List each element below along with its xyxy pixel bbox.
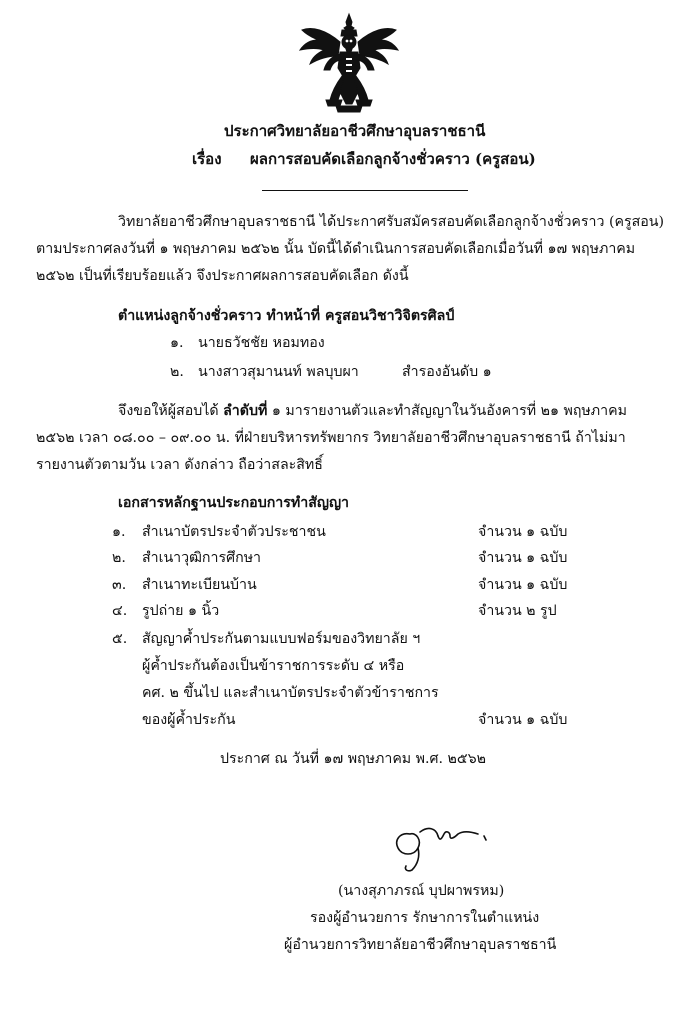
document-text-continued: ผู้ค้ำประกันต้องเป็นข้าราชการระดับ ๔ หรือ: [142, 658, 405, 674]
document-text-continued: ของผู้ค้ำประกัน: [142, 712, 236, 728]
document-number: ๑.: [112, 524, 126, 540]
candidate-number: ๒.: [170, 364, 184, 380]
document-quantity: จำนวน ๑ ฉบับ: [478, 524, 568, 540]
subject-text: ผลการสอบคัดเลือกลูกจ้างชั่วคราว (ครูสอน): [250, 150, 536, 168]
position-heading: ตำแหน่งลูกจ้างชั่วคราว ทำหน้าที่ ครูสอนวิชาวิจิตรศิลป์: [118, 308, 455, 324]
signatory-title-1: รองผู้อำนวยการ รักษาการในตำแหน่ง: [310, 910, 540, 926]
document-text: สำเนาทะเบียนบ้าน: [142, 577, 257, 593]
document-number: ๒.: [112, 550, 126, 566]
title-divider: [262, 190, 468, 191]
document-number: ๓.: [112, 577, 127, 593]
document-text-continued: คศ. ๒ ขึ้นไป และสำเนาบัตรประจำตัวข้าราชการ: [142, 685, 439, 701]
report-text-before: จึงขอให้ผู้สอบได้: [118, 403, 219, 419]
candidate-name: นายธวัชชัย หอมทอง: [198, 335, 325, 351]
document-quantity: จำนวน ๒ รูป: [478, 603, 557, 619]
document-text: รูปถ่าย ๑ นิ้ว: [142, 603, 220, 619]
intro-line-1: วิทยาลัยอาชีวศึกษาอุบลราชธานี ได้ประกาศรับสมัครสอบคัดเลือกลูกจ้างชั่วคราว (ครูสอน): [118, 214, 665, 230]
candidate-name: นางสาวสุมานนท์ พลบุบผา: [198, 364, 359, 380]
intro-line-2: ตามประกาศลงวันที่ ๑ พฤษภาคม ๒๕๖๒ นั้น บัดนี้ได้ดำเนินการสอบคัดเลือกเมื่อวันที่ ๑๗ พฤษภาคม: [36, 241, 636, 257]
document-text: สัญญาค้ำประกันตามแบบฟอร์มของวิทยาลัย ฯ: [142, 631, 421, 647]
documents-heading: เอกสารหลักฐานประกอบการทำสัญญา: [118, 495, 349, 511]
signatory-name: (นางสุภาภรณ์ บุปผาพรหม): [338, 883, 505, 899]
document-quantity: จำนวน ๑ ฉบับ: [478, 577, 568, 593]
document-quantity: จำนวน ๑ ฉบับ: [478, 550, 568, 566]
candidate-note: สำรองอันดับ ๑: [402, 364, 492, 380]
announcement-title: ประกาศวิทยาลัยอาชีวศึกษาอุบลราชธานี: [224, 122, 486, 140]
garuda-emblem-icon: [296, 12, 402, 114]
intro-line-3: ๒๕๖๒ เป็นที่เรียบร้อยแล้ว จึงประกาศผลการสอบคัดเลือก ดังนี้: [36, 268, 409, 284]
signatory-title-2: ผู้อำนวยการวิทยาลัยอาชีวศึกษาอุบลราชธานี: [284, 937, 557, 953]
announcement-date: ประกาศ ณ วันที่ ๑๗ พฤษภาคม พ.ศ. ๒๕๖๒: [220, 751, 487, 767]
document-number: ๕.: [112, 631, 128, 647]
document-text: สำเนาวุฒิการศึกษา: [142, 550, 262, 566]
candidate-number: ๑.: [170, 335, 184, 351]
report-text-after: ๑ มารายงานตัวและทำสัญญาในวันอังคารที่ ๒๑ พฤษภาคม: [271, 403, 627, 419]
document-quantity: จำนวน ๑ ฉบับ: [478, 712, 568, 728]
report-rank-label: ลำดับที่: [223, 403, 268, 419]
report-line-2: ๒๕๖๒ เวลา ๐๘.๐๐ – ๐๙.๐๐ น. ที่ฝ่ายบริหารทรัพยากร วิทยาลัยอาชีวศึกษาอุบลราชธานี ถ้าไม่มา: [36, 430, 626, 446]
report-line-1: [118, 400, 627, 422]
document-text: สำเนาบัตรประจำตัวประชาชน: [142, 524, 326, 540]
subject-prefix: เรื่อง: [192, 150, 222, 168]
document-number: ๔.: [112, 603, 128, 619]
report-line-3: รายงานตัวตามวัน เวลา ดังกล่าว ถือว่าสละสิทธิ์: [36, 457, 323, 473]
handwritten-signature-icon: [380, 812, 498, 874]
